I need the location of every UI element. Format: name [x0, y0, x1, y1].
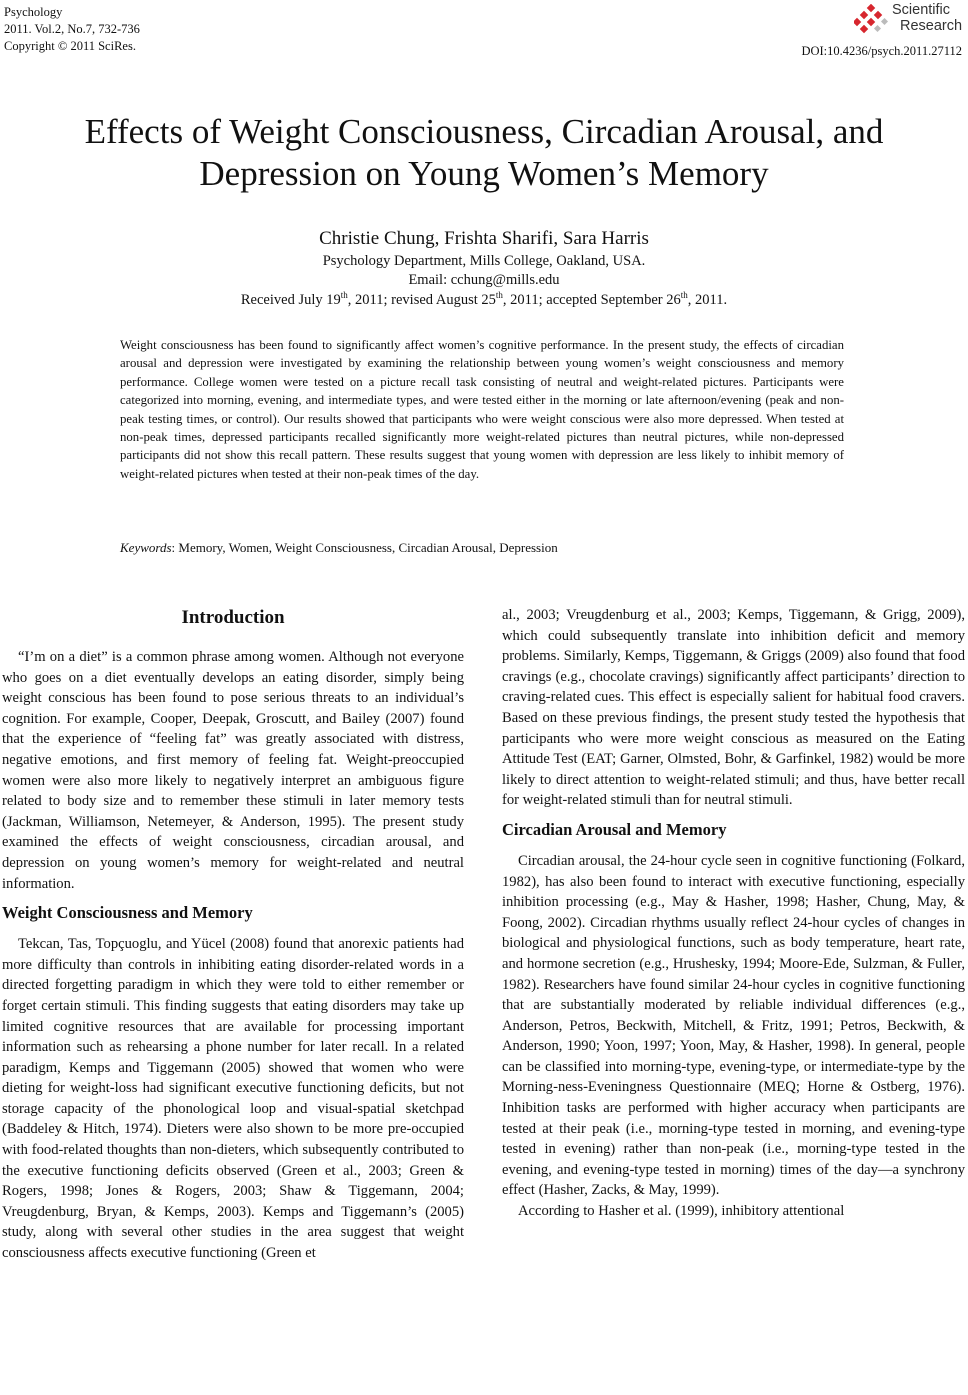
abstract: [120, 336, 844, 483]
title-line-2: Depression on Young Women’s Memory: [199, 154, 769, 193]
publisher-logo: [854, 0, 964, 40]
authors: Christie Chung, Frishta Sharifi, Sara Harris: [319, 228, 649, 249]
logo-text-line2: Research: [900, 18, 963, 34]
doi: DOI:10.4236/psych.2011.27112: [801, 44, 962, 58]
paragraph: “I’m on a diet” is a common phrase among women. Although not everyone who goes on a diet eventually develops an eating disorder, simply being weight conscious has been found to pose serious threats to an individual’s cognition. For example, Cooper, Deepak, Groscutt, and Bailey (2007) found that the experience of “feeling fat” was greatly associated with distress, negative emotions, and first memory of feeling fat. Weight-preoccupied women were also more likely to negatively interpret an ambiguous figure related to body size and to remember these stimuli in later memory tests (Jackman, Williamson, Netemeyer, & Anderson, 1995). The present study examined the effects of weight consciousness, circadian arousal, and depression on young women’s memory for weight-related and neutral information.: [2, 649, 464, 892]
journal-info: [4, 4, 140, 55]
keywords: [120, 540, 844, 556]
email: Email: cchung@mills.edu: [408, 272, 560, 288]
paragraph: Circadian arousal, the 24-hour cycle seen in cognitive functioning (Folkard, 1982), has also been found to interact with executive functioning, especially inhibition processing (e.g., May & Hasher, 1998; Hasher, Chung, May, & Foong, 2002). Circadian rhythms usually reflect 24-hour cycles of changes in biological and physiological functions, such as body temperature, heart rate, and hormone secretion (e.g., Hrushesky, 1994; Moore-Ede, Sulzman, & Fuller, 1982). Researchers have found similar 24-hour cycles in cognitive functioning that are substantially moderated by reliable individual differences (e.g., Anderson, Petros, Beckwith, Mitchell, & Fritz, 1991; Petros, Beckwith, & Anderson, 1990; Yoon, 1997; Yoon, May, & Hasher, 1998). In general, people can be classified into morning-type, evening-type, or intermediate-type by the Morning-ness-Eveningness Questionnaire (MEQ; Horne & Ostberg, 1976). Inhibition tasks are performed with higher accuracy when participants are tested at their peak (i.e., morning-type tested in morning, and evening-type tested in evening) rather than non-peak (i.e., morning-type tested in the evening, and evening-type tested in morning) times of the day—a synchrony effect (Hasher, Zacks, & May, 1999).: [502, 852, 965, 1199]
section-heading-circadian: Circadian Arousal and Memory: [502, 819, 727, 839]
section-heading-weight: Weight Consciousness and Memory: [2, 903, 253, 923]
right-column: [502, 605, 965, 1222]
keywords-list: : Memory, Women, Weight Consciousness, Circadian Arousal, Depression: [171, 540, 558, 555]
paper-title: [0, 111, 968, 195]
received-dates: Received July 19th, 2011; revised August 25th, 2011; accepted September 26th, 2011.: [240, 290, 728, 308]
keywords-label: Keywords: [120, 540, 172, 555]
publisher-logo-icon: [854, 4, 888, 34]
journal-name: Psychology: [4, 5, 63, 19]
affiliation-block: [0, 252, 968, 290]
logo-text-line1: Scientific: [892, 2, 951, 18]
abstract-text: Weight consciousness has been found to significantly affect women’s cognitive performance. In the present study, the effects of circadian arousal and depression were investigated by examining the relationship between young women’s weight consciousness and memory performance. College women were tested on a picture recall task consisting of neutral and weight-related pictures. Participants were categorized into morning, evening, and intermediate types, and were tested either in the morning or late afternoon/evening (peak and non-peak testing times, or control). Our results showed that participants who were weight conscious were also more depressed. When tested at non-peak times, depressed participants recalled significantly more weight-related pictures than neutral pictures, while non-depressed participants did not show this recall pattern. These results suggest that young women with depression are less likely to inhibit memory of weight-related pictures when tested at their non-peak times of the day.: [120, 338, 844, 481]
copyright-line: Copyright © 2011 SciRes.: [4, 39, 136, 53]
journal-volume: 2011. Vol.2, No.7, 732-736: [4, 22, 140, 36]
paragraph: Tekcan, Tas, Topçuoglu, and Yücel (2008) found that anorexic patients had more difficulty than controls in inhibiting eating disorder-related words in a directed forgetting paradigm in which they were told to either remember or forget certain stimuli. This finding suggests that eating disorders may take up limited cognitive resources that are available for processing important information such as rehearsing a phone number for later recall. In a related paradigm, Kemps and Tiggemann (2005) showed that women who were dieting for weight-loss had significant executive functioning deficits, but not storage capacity of the phonological loop and visual-spatial sketchpad (Baddeley & Hitch, 1974). Dieters were also shown to be more pre-occupied with food-related thoughts than non-dieters, which subsequently contributed to the executive functioning deficits observed (Green et al., 2003; Green & Rogers, 1998; Jones & Rogers, 2003; Shaw & Tiggemann, 2004; Vreugdenburg, Bryan, & Kemps, 2003). Kemps and Tiggemann’s (2005) study, along with several other studies in the area suggest that weight consciousness affects executive functioning (Green et: [2, 936, 464, 1262]
section-heading-introduction: Introduction: [181, 607, 285, 628]
title-line-1: Effects of Weight Consciousness, Circadian Arousal, and: [84, 112, 884, 151]
paragraph: al., 2003; Vreugdenburg et al., 2003; Kemps, Tiggemann, & Grigg, 2009), which could subsequently translate into inhibition deficit and memory problems. Similarly, Kemps, Tiggemann, & Griggs (2009) also found that food cravings (e.g., chocolate cravings) significantly affect participants’ direction to craving-related cues. This effect is especially salient for habitual food cravers. Based on these previous findings, the present study tested the hypothesis that participants who were more weight conscious as measured on the Eating Attitude Test (EAT; Garner, Olmsted, Bohr, & Garfinkel, 1982) would be more likely to direct attention to weight-related stimuli; and thus, have better recall for weight-related stimuli than for neutral stimuli.: [502, 607, 965, 809]
affiliation: Psychology Department, Mills College, Oakland, USA.: [322, 253, 646, 269]
paragraph: According to Hasher et al. (1999), inhibitory attentional: [518, 1203, 845, 1220]
left-column: [2, 603, 464, 1264]
